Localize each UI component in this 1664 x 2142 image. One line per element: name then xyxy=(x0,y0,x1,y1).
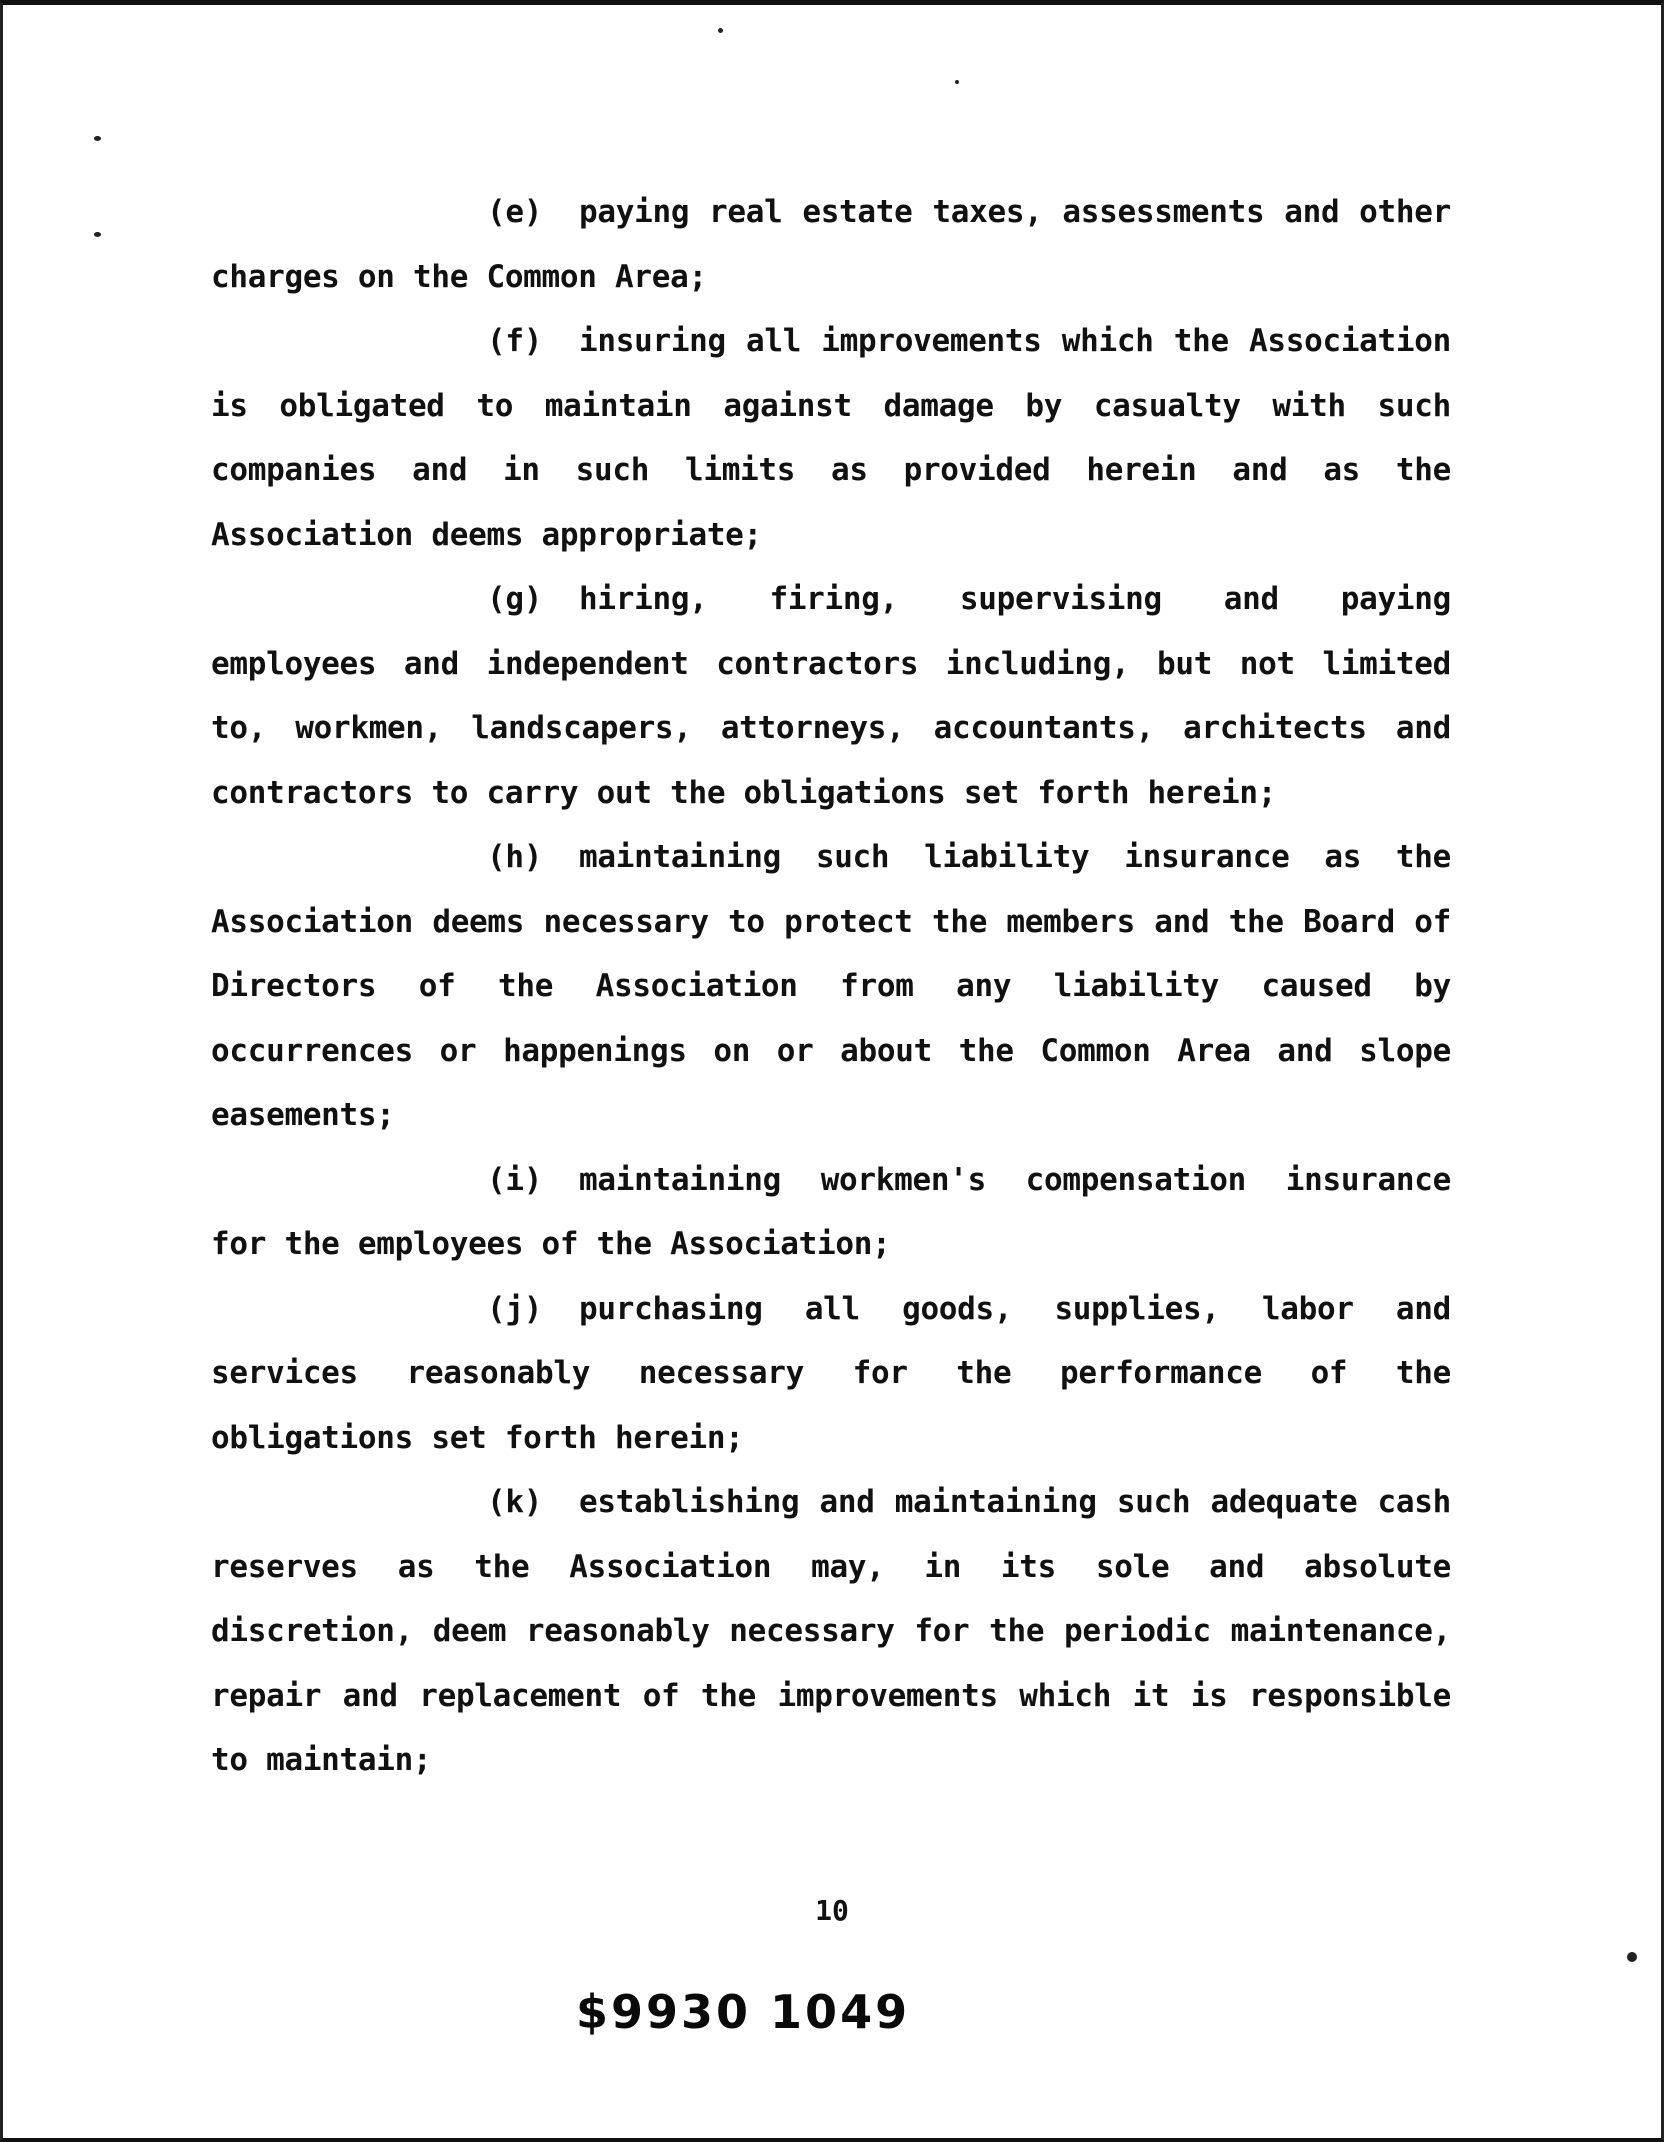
paragraph-first-line xyxy=(211,567,1451,632)
paragraph-first-line xyxy=(211,1470,1451,1535)
document-stamp: $9930 1049 xyxy=(576,1985,911,2039)
paragraph-continuation: for the employees of the Association; xyxy=(211,1226,891,1262)
item-marker: (f) xyxy=(487,323,543,359)
scan-speck xyxy=(955,80,959,84)
paragraph-lead-text: establishing and maintaining such adequate cash xyxy=(579,1484,1451,1520)
paragraph-lead-text: paying real estate taxes, assessments and other xyxy=(579,194,1451,230)
list-item-i xyxy=(211,1148,1451,1277)
paragraph-continuation: is obligated to maintain against damage by casualty with such companies and in such limits as provided herein and as the Association deems appropriate; xyxy=(211,387,1451,553)
paragraph-continuation: reserves as the Association may, in its sole and absolute discretion, deem reasonably necessary for the periodic maintenance, repair and replacement of the improvements which it is responsible to maintain; xyxy=(211,1548,1451,1778)
paragraph-lead-text: maintaining such liability insurance as the xyxy=(579,839,1451,875)
scan-speck xyxy=(1627,1952,1637,1962)
item-marker: (g) xyxy=(487,581,543,617)
paragraph-first-line xyxy=(211,180,1451,245)
document-body xyxy=(211,180,1451,1793)
paragraph-continuation: charges on the Common Area; xyxy=(211,258,707,295)
paragraph-first-line xyxy=(211,1148,1451,1213)
paragraph-first-line xyxy=(211,1277,1451,1342)
list-item-f xyxy=(211,309,1451,567)
paragraph-lead-text: maintaining workmen's compensation insurance xyxy=(579,1161,1451,1198)
list-item-k xyxy=(211,1470,1451,1793)
item-marker: (k) xyxy=(487,1484,543,1520)
scan-speck xyxy=(94,136,101,141)
paragraph-continuation: employees and independent contractors including, but not limited to, workmen, landscapers, attorneys, accountants, architects and contractors to carry out the obligations set forth herein; xyxy=(211,645,1451,811)
item-marker: (h) xyxy=(487,839,543,875)
item-marker: (e) xyxy=(487,194,543,230)
paragraph-continuation: Association deems necessary to protect the members and the Board of Directors of the Association from any liability caused by occurrences or happenings on or about the Common Area and slope easements; xyxy=(211,903,1451,1133)
paragraph-lead-text: insuring all improvements which the Association xyxy=(579,323,1451,359)
paragraph-lead-text: hiring, firing, supervising and paying xyxy=(579,581,1451,617)
scan-speck xyxy=(718,28,723,33)
paragraph-continuation: services reasonably necessary for the performance of the obligations set forth herein; xyxy=(211,1355,1451,1456)
item-marker: (j) xyxy=(487,1290,543,1327)
list-item-j xyxy=(211,1277,1451,1471)
item-marker: (i) xyxy=(487,1161,543,1198)
paragraph-first-line xyxy=(211,309,1451,374)
list-item-e xyxy=(211,180,1451,309)
page-number: 10 xyxy=(815,1894,849,1927)
list-item-h xyxy=(211,825,1451,1148)
paragraph-lead-text: purchasing all goods, supplies, labor and xyxy=(579,1290,1451,1327)
list-item-g xyxy=(211,567,1451,825)
scan-speck xyxy=(94,232,101,237)
paragraph-first-line xyxy=(211,825,1451,890)
